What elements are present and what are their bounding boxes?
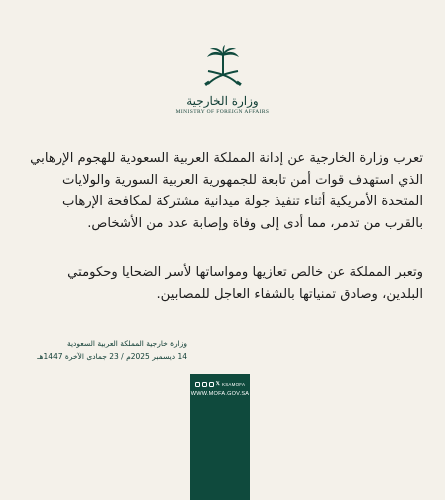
- logo-arabic-text: وزارة الخارجية: [186, 94, 259, 108]
- statement-paragraph-2: وتعبر المملكة عن خالص تعازيها ومواساتها لأسر الضحايا وحكومتي البلدين، وصادق تمنياتها بالشفاء العاجل للمصابين.: [67, 265, 423, 302]
- youtube-icon[interactable]: [202, 382, 207, 387]
- footer-band: [190, 374, 250, 500]
- website-link[interactable]: WWW.MOFA.GOV.SA: [190, 391, 250, 397]
- social-links: [195, 381, 245, 387]
- facebook-icon[interactable]: [209, 382, 214, 387]
- signature-issuer: وزارة خارجية المملكة العربية السعودية: [66, 339, 187, 348]
- statement-paragraph-1: تعرب وزارة الخارجية عن إدانة المملكة العربية السعودية للهجوم الإرهابي الذي استهدف قوات أمن تابعة للجمهورية العربية السورية والولايات المتحدة الأمريكية أثناء تنفيذ جولة ميدانية مشتركة لمكافحة الإرهاب بالقرب من تدمر، مما أدى إلى وفاة وإصابة عدد من الأشخاص.: [30, 151, 423, 231]
- logo-english-text: MINISTRY OF FOREIGN AFFAIRS: [175, 109, 270, 115]
- instagram-icon[interactable]: [195, 382, 200, 387]
- signature-date: 14 ديسمبر 2025م / 23 جمادى الآخرة 1447هـ: [37, 352, 187, 361]
- social-handle[interactable]: KSAMOFA: [222, 381, 246, 387]
- signature-block: [37, 337, 187, 363]
- saudi-emblem-icon: [200, 44, 246, 90]
- ministry-logo: [0, 44, 445, 115]
- x-icon[interactable]: 𝕏: [215, 381, 221, 387]
